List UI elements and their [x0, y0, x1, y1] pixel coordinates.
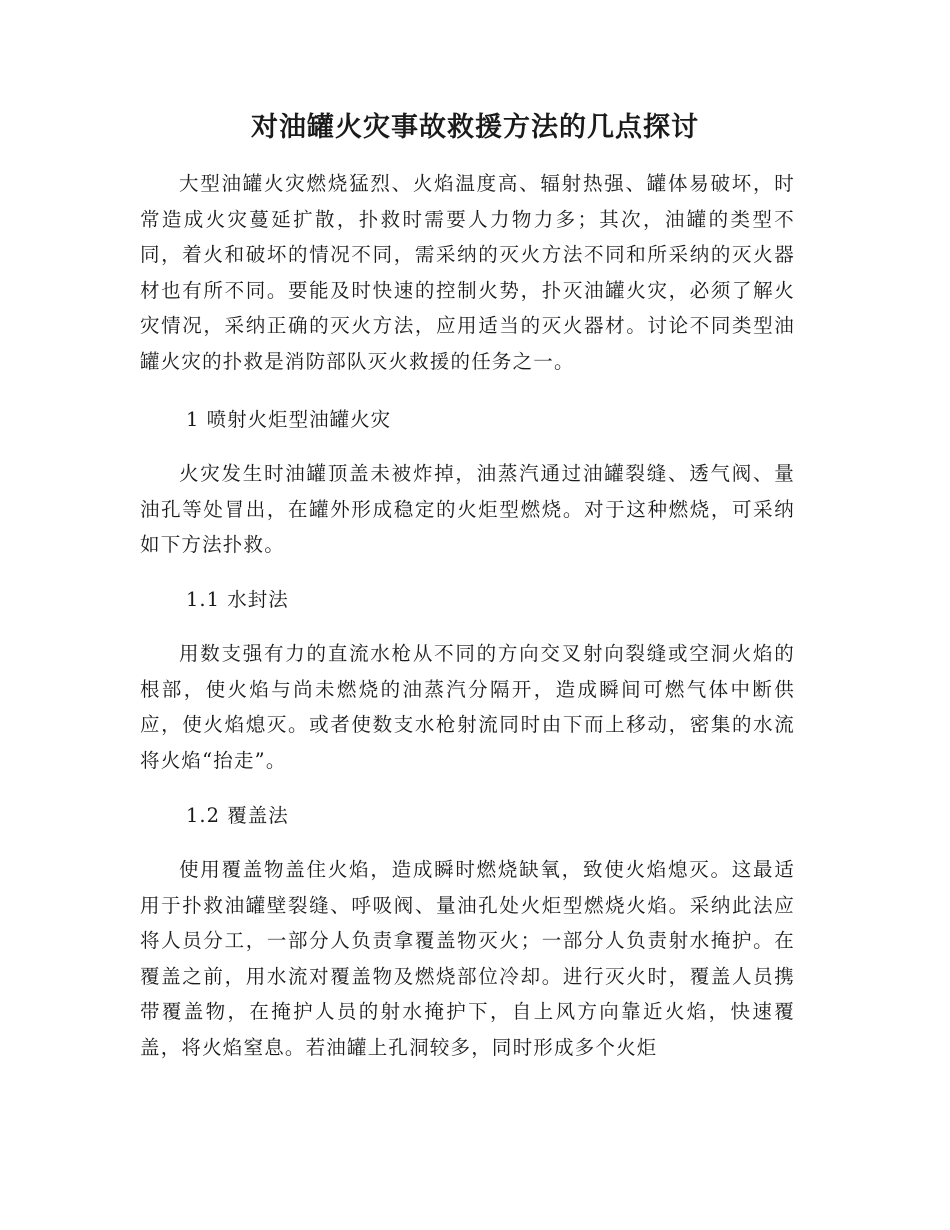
section-heading-1-2: 1.2 覆盖法: [186, 804, 289, 827]
section-heading-1-1: 1.1 水封法: [186, 588, 289, 611]
section-paragraph-1-1: 用数支强有力的直流水枪从不同的方向交叉射向裂缝或空洞火焰的根部，使火焰与尚未燃烧的油蒸汽分隔开，造成瞬间可燃气体中断供应，使火焰熄灭。或者使数支水枪射流同时由下而上移动，密集的水流将火焰“抬走”。: [140, 642, 795, 772]
section-paragraph-1-2: 使用覆盖物盖住火焰，造成瞬时燃烧缺氧，致使火焰熄灭。这最适用于扑救油罐壁裂缝、呼吸阀、量油孔处火炬型燃烧火焰。采纳此法应将人员分工，一部分人负责拿覆盖物灭火；一部分人负责射水掩护。在覆盖之前，用水流对覆盖物及燃烧部位冷却。进行灭火时，覆盖人员携带覆盖物，在掩护人员的射水掩护下，自上风方向靠近火焰，快速覆盖，将火焰窒息。若油罐上孔洞较多，同时形成多个火炬: [140, 858, 795, 1059]
intro-paragraph: 大型油罐火灾燃烧猛烈、火焰温度高、辐射热强、罐体易破坏，时常造成火灾蔓延扩散，扑救时需要人力物力多；其次，油罐的类型不同，着火和破坏的情况不同，需采纳的灭火方法不同和所采纳的灭火器材也有所不同。要能及时快速的控制火势，扑灭油罐火灾，必须了解火灾情况，采纳正确的灭火方法，应用适当的灭火器材。讨论不同类型油罐火灾的扑救是消防部队灭火救援的任务之一。: [140, 172, 795, 373]
section-heading-1: 1 喷射火炬型油罐火灾: [186, 408, 392, 431]
section-paragraph-1: 火灾发生时油罐顶盖未被炸掉，油蒸汽通过油罐裂缝、透气阀、量油孔等处冒出，在罐外形成稳定的火炬型燃烧。对于这种燃烧，可采纳如下方法扑救。: [140, 462, 795, 556]
document-title: 对油罐火灾事故救援方法的几点探讨: [251, 112, 699, 143]
